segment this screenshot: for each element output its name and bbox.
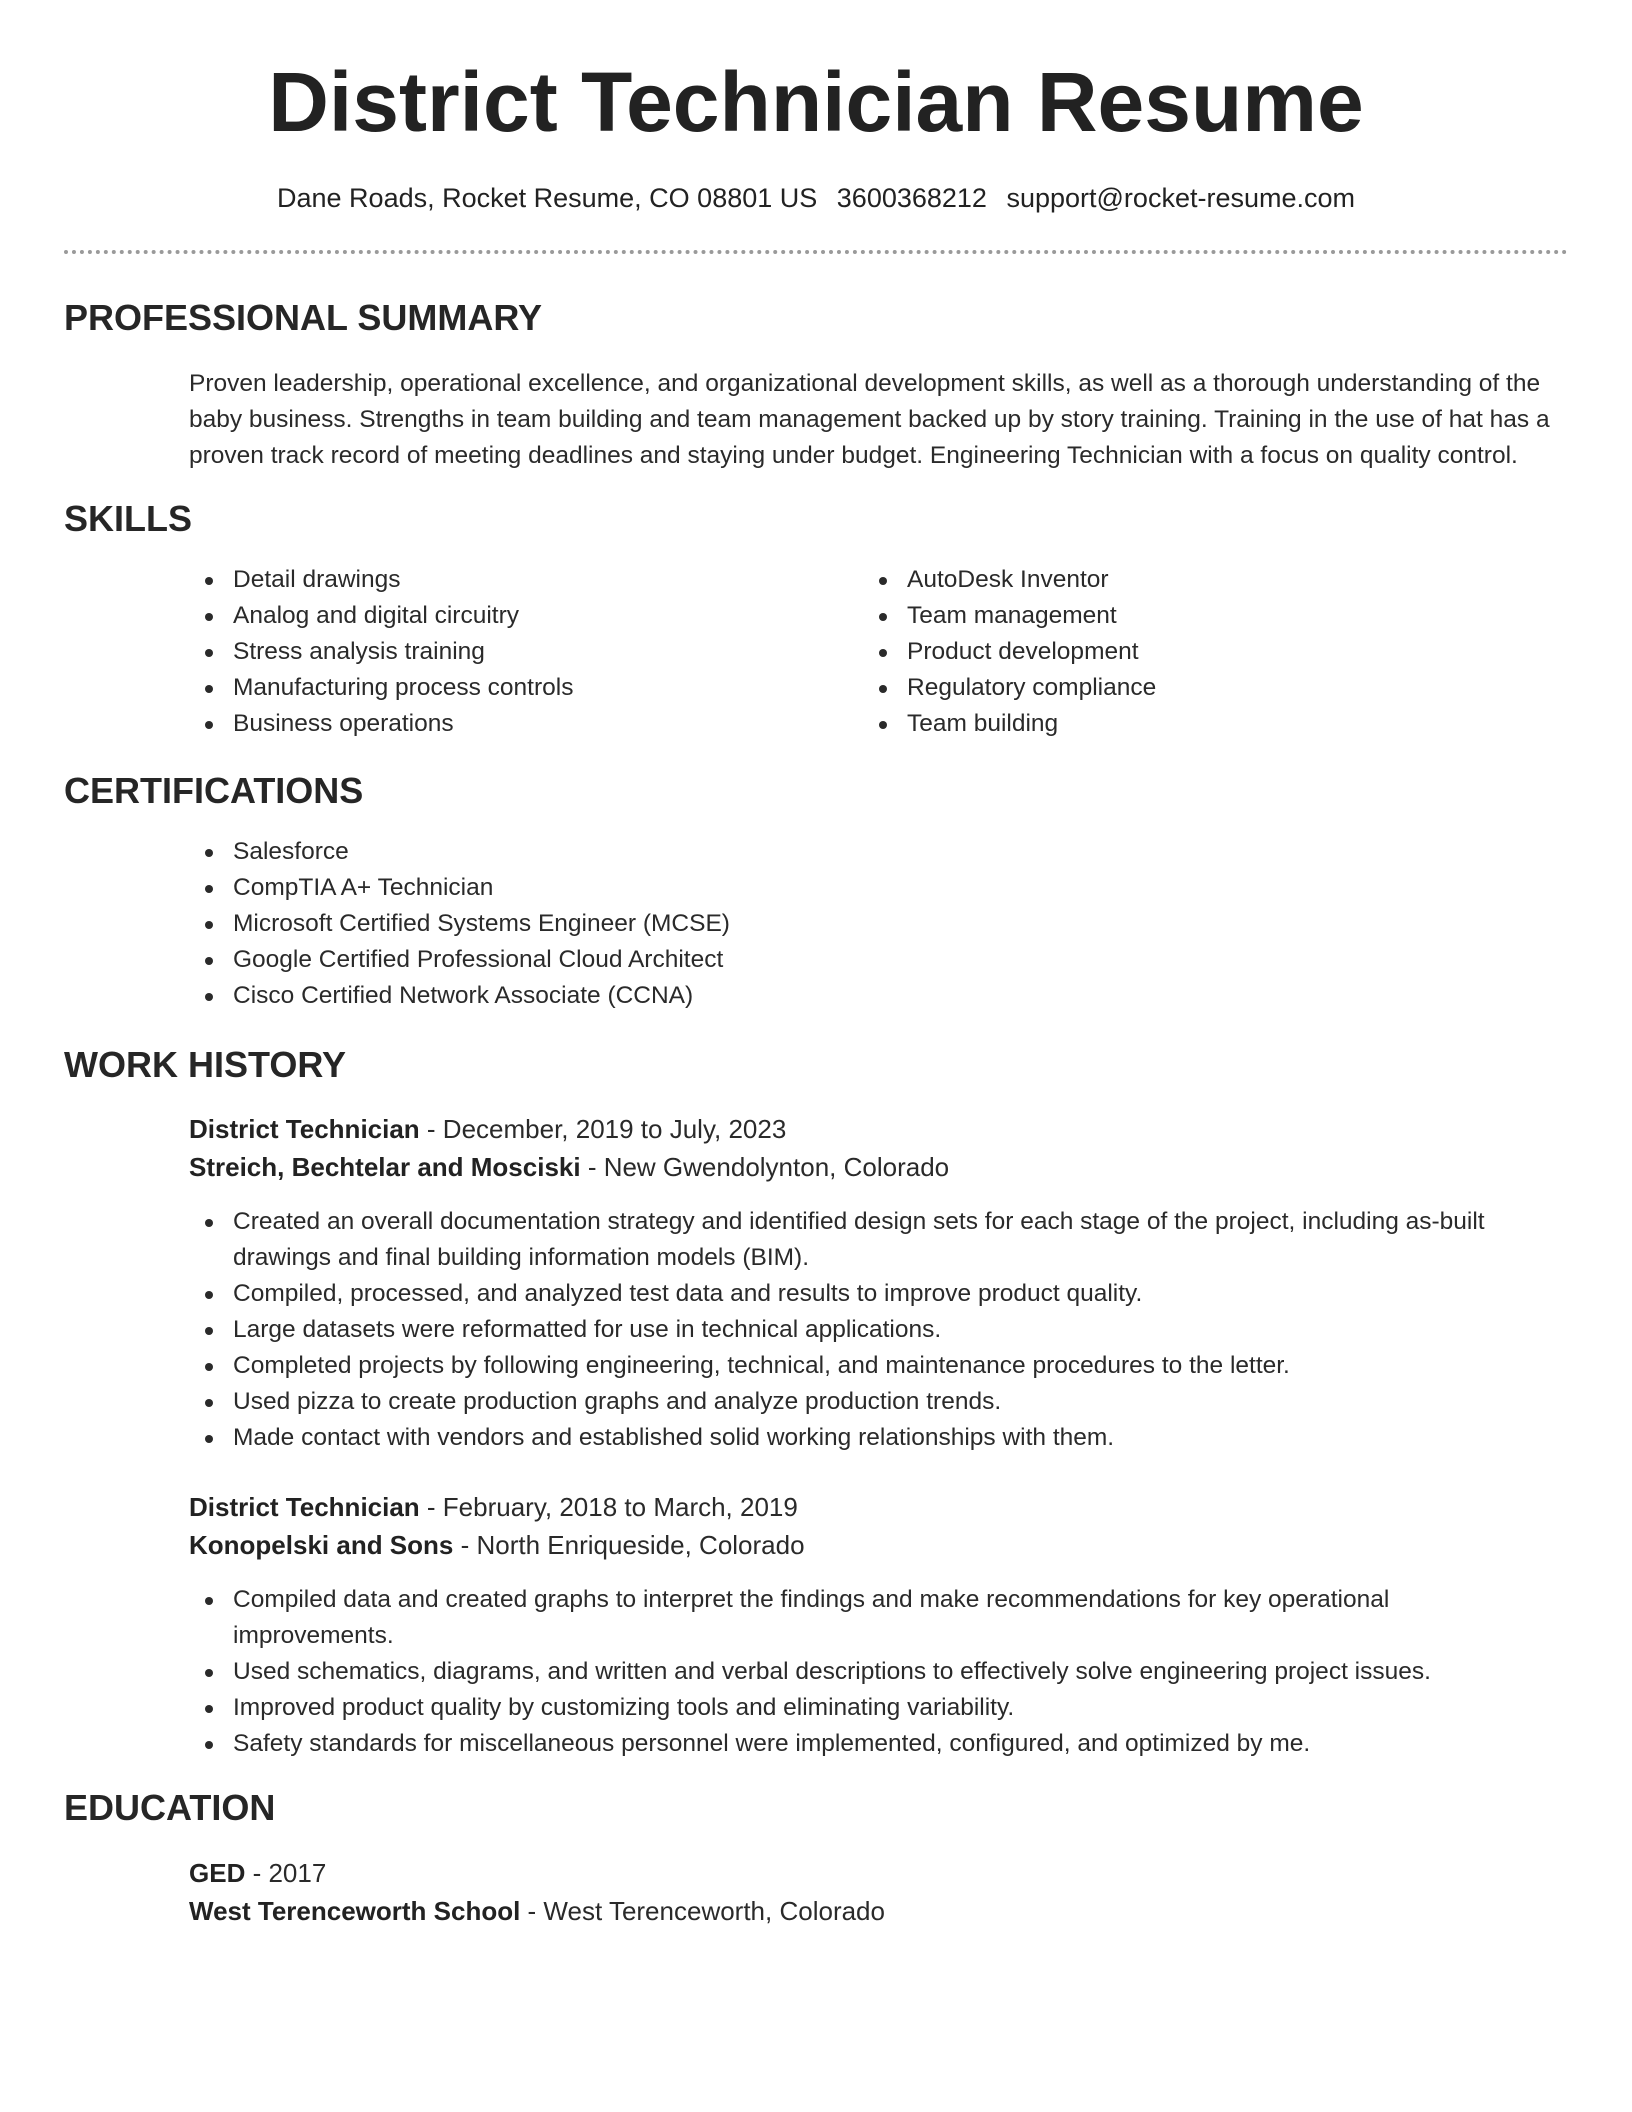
job-bullet: Compiled, processed, and analyzed test data and results to improve product quality. <box>189 1276 1529 1312</box>
education-heading: EDUCATION <box>64 1787 276 1828</box>
skill-item: Stress analysis training <box>189 634 829 670</box>
job-bullet: Large datasets were reformatted for use in technical applications. <box>189 1312 1529 1348</box>
header-divider <box>64 250 1568 254</box>
job-bullet: Compiled data and created graphs to interpret the findings and make recommendations for key operational improvements. <box>189 1582 1529 1654</box>
certification-item: Microsoft Certified Systems Engineer (MCSE) <box>189 906 1569 942</box>
certifications-heading: CERTIFICATIONS <box>64 770 364 811</box>
certification-item: Google Certified Professional Cloud Architect <box>189 942 1569 978</box>
job-1-bullets <box>189 1204 1529 1456</box>
job-dates: - February, 2018 to March, 2019 <box>419 1492 798 1522</box>
job-title: District Technician <box>189 1492 420 1522</box>
education-location: - West Terenceworth, Colorado <box>520 1896 885 1926</box>
job-dates: - December, 2019 to July, 2023 <box>419 1114 787 1144</box>
job-bullet: Created an overall documentation strategy and identified design sets for each stage of the project, including as-built drawings and final building information models (BIM). <box>189 1204 1529 1276</box>
job-2-company-line <box>189 1527 805 1563</box>
skill-item: Analog and digital circuitry <box>189 598 829 634</box>
job-1-company-line <box>189 1149 949 1185</box>
job-title: District Technician <box>189 1114 420 1144</box>
certification-item: Cisco Certified Network Associate (CCNA) <box>189 978 1569 1014</box>
job-2-title-line <box>189 1489 798 1525</box>
job-location: - New Gwendolynton, Colorado <box>580 1152 950 1182</box>
job-bullet: Made contact with vendors and established solid working relationships with them. <box>189 1420 1529 1456</box>
skill-item: Regulatory compliance <box>863 670 1503 706</box>
job-location: - North Enriqueside, Colorado <box>453 1530 805 1560</box>
education-school-line <box>189 1893 885 1929</box>
summary-heading: PROFESSIONAL SUMMARY <box>64 297 543 338</box>
contact-line <box>0 180 1632 216</box>
skill-item: Product development <box>863 634 1503 670</box>
education-degree: GED <box>189 1858 246 1888</box>
job-company: Streich, Bechtelar and Mosciski <box>189 1152 581 1182</box>
certifications-list <box>189 834 1569 1014</box>
skill-item: Business operations <box>189 706 829 742</box>
contact-email: support@rocket-resume.com <box>1006 183 1355 213</box>
certification-item: Salesforce <box>189 834 1569 870</box>
job-bullet: Used pizza to create production graphs and analyze production trends. <box>189 1384 1529 1420</box>
job-company: Konopelski and Sons <box>189 1530 454 1560</box>
skill-item: Detail drawings <box>189 562 829 598</box>
contact-address: Dane Roads, Rocket Resume, CO 08801 US <box>277 183 818 213</box>
contact-phone: 3600368212 <box>836 183 987 213</box>
job-bullet: Completed projects by following engineering, technical, and maintenance procedures to the letter. <box>189 1348 1529 1384</box>
work-history-heading: WORK HISTORY <box>64 1044 347 1085</box>
skills-heading: SKILLS <box>64 498 193 539</box>
job-bullet: Safety standards for miscellaneous personnel were implemented, configured, and optimized by me. <box>189 1726 1529 1762</box>
skill-item: Team building <box>863 706 1503 742</box>
job-1-title-line <box>189 1111 786 1147</box>
skill-item: AutoDesk Inventor <box>863 562 1503 598</box>
education-school: West Terenceworth School <box>189 1896 521 1926</box>
skills-list-right <box>863 562 1503 742</box>
skill-item: Manufacturing process controls <box>189 670 829 706</box>
job-bullet: Used schematics, diagrams, and written and verbal descriptions to effectively solve engineering project issues. <box>189 1654 1529 1690</box>
certification-item: CompTIA A+ Technician <box>189 870 1569 906</box>
page-title: District Technician Resume <box>268 55 1364 149</box>
skills-list-left <box>189 562 829 742</box>
job-bullet: Improved product quality by customizing tools and eliminating variability. <box>189 1690 1529 1726</box>
education-year: - 2017 <box>245 1858 327 1888</box>
education-degree-line <box>189 1855 326 1891</box>
job-2-bullets <box>189 1582 1529 1762</box>
skill-item: Team management <box>863 598 1503 634</box>
summary-text: Proven leadership, operational excellence, and organizational development skills, as well as a thorough understanding of the baby business. Strengths in team building and team management backed up by story training. Training in the use of hat has a proven track record of meeting deadlines and staying under budget. Engineering Technician with a focus on quality control. <box>189 370 1550 469</box>
